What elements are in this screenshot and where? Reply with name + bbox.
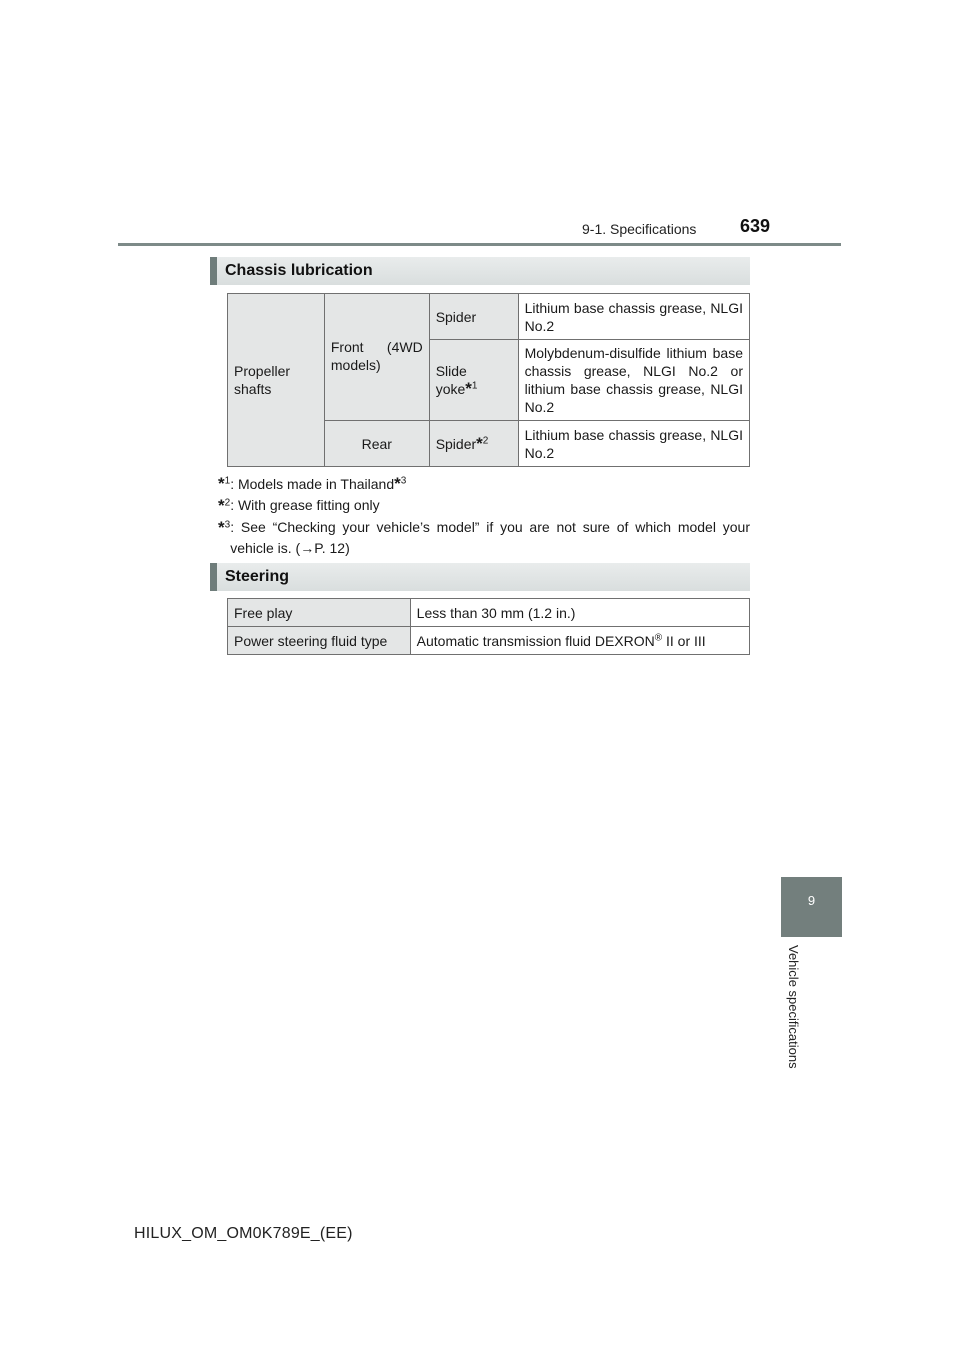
chapter-tab — [781, 877, 842, 937]
free-play-value: Less than 30 mm (1.2 in.) — [410, 599, 749, 627]
front-4wd-cell: Front (4WD models) — [324, 294, 429, 421]
rear-cell: Rear — [324, 421, 429, 467]
slide-yoke-cell: Slide yoke*$^1$ — [429, 340, 518, 421]
chapter-number: 9 — [807, 893, 816, 908]
spider-rear-grease: Lithium base chassis grease, NLGI No.2 — [518, 421, 749, 467]
steering-title: Steering — [225, 568, 290, 585]
slide-yoke-grease: Molybdenum-disulfide lithium base chassis grease, NLGI No.2 or lithium base chassis grease, NLGI No.2 — [518, 340, 749, 421]
footnote-3: *$^3$ : See “Checking your vehicle’s model” if you are not sure of which model your vehicle is. (→P. 12) — [218, 518, 750, 556]
section-title: 9-1. Specifications — [582, 221, 697, 237]
power-steering-fluid-value: Automatic transmission fluid DEXRON® II or III — [410, 627, 749, 655]
chapter-label: Vehicle specifications — [786, 945, 801, 1069]
chassis-lubrication-title: Chassis lubrication — [225, 262, 373, 279]
document-code: HILUX_OM_OM0K789E_(EE) — [134, 1225, 353, 1242]
power-steering-fluid-label: Power steering fluid type — [228, 627, 411, 655]
chassis-lubrication-heading — [210, 257, 750, 285]
footnote-1: *$^1$ : Models made in Thailand*$^3$ — [218, 474, 407, 493]
footnote-2: *$^2$ : With grease fitting only — [218, 496, 380, 515]
header-divider — [118, 243, 841, 246]
spider-front-cell: Spider — [429, 294, 518, 340]
spider-front-grease: Lithium base chassis grease, NLGI No.2 — [518, 294, 749, 340]
footnotes — [218, 473, 750, 559]
steering-table — [227, 598, 750, 655]
free-play-label: Free play — [228, 599, 411, 627]
spider-rear-cell: Spider*$^2$ — [429, 421, 518, 467]
chassis-lubrication-table — [227, 293, 750, 467]
propeller-shafts-cell: Propeller shafts — [228, 294, 325, 467]
page-number: 639 — [740, 216, 771, 236]
steering-heading — [210, 563, 750, 591]
